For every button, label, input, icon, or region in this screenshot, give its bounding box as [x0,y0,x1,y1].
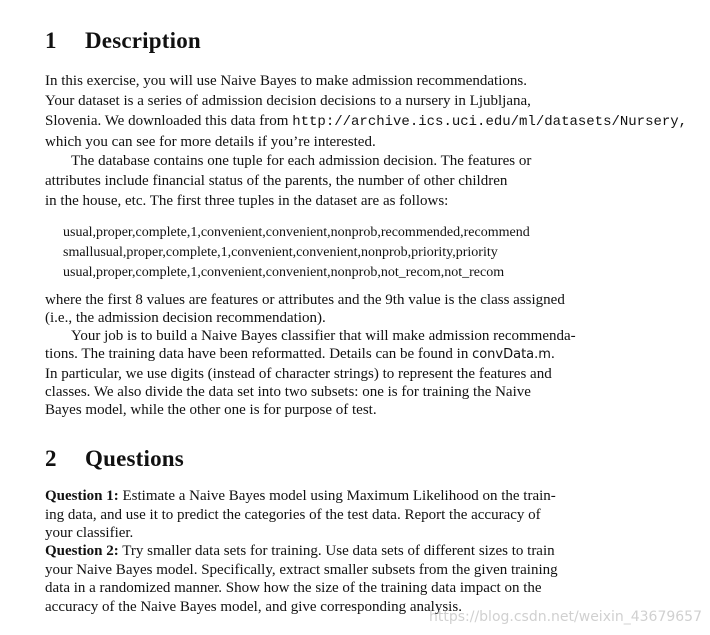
question-label: Question 2: [45,543,119,559]
question-2 [45,542,619,616]
intro-line [45,111,688,132]
job-line: Bayes model, while the other one is for purpose of test. [45,402,377,419]
section-2-title: Questions [85,446,184,471]
question-line: accuracy of the Naive Bayes model, and give corresponding analysis. [45,598,462,615]
job-line: classes. We also divide the data set into two subsets: one is for training the Naive [45,383,531,400]
question-line: Question 1: Estimate a Naive Bayes model using Maximum Likelihood on the train- [45,488,556,504]
question-line: your Naive Bayes model. Specifically, extract smaller subsets from the given training [45,561,558,578]
section-1-number: 1 [45,28,57,53]
watermark: https://blog.csdn.net/weixin_43679657 [428,609,702,625]
intro-line-text: Slovenia. We downloaded this data from [45,113,293,129]
question-1 [45,487,619,543]
job-line: Your job is to build a Naive Bayes classifier that will make admission recommenda- [71,328,576,344]
section-2-heading [45,446,184,472]
tuple-row: smallusual,proper,complete,1,convenient,convenient,nonprob,priority,priority [63,245,498,260]
dataset-url[interactable]: http://archive.ics.uci.edu/ml/datasets/Nursery, [292,114,688,130]
section-1-heading [45,28,201,54]
conv-data-filename: convData.m [472,347,551,363]
intro-paragraph [45,71,688,152]
intro-line: Your dataset is a series of admission decision decisions to a nursery in Ljubljana, [45,93,531,109]
database-line: in the house, etc. The first three tuples in the dataset are as follows: [45,193,449,209]
tuple-row: usual,proper,complete,1,convenient,convenient,nonprob,recommended,recommend [63,225,530,240]
intro-line: In this exercise, you will use Naive Bayes to make admission recommendations. [45,73,527,89]
section-2-number: 2 [45,446,57,471]
tuple-row: usual,proper,complete,1,convenient,convenient,nonprob,not_recom,not_recom [63,265,505,280]
job-paragraph [45,327,619,419]
question-line: data in a randomized manner. Show how the size of the training data impact on the [45,580,542,596]
job-line: In particular, we use digits (instead of character strings) to represent the features and [45,365,552,382]
database-line: attributes include financial status of the parents, the number of other children [45,173,508,189]
question-line: ing data, and use it to predict the categories of the test data. Report the accuracy of [45,506,541,523]
dataset-tuples [63,223,623,283]
where-line: where the first 8 values are features or attributes and the 9th value is the class assigned [45,292,565,308]
where-paragraph [45,291,619,327]
question-line: your classifier. [45,525,134,541]
section-1-title: Description [85,28,201,53]
where-line: (i.e., the admission decision recommendation). [45,310,326,326]
question-line: Question 2: Try smaller data sets for training. Use data sets of different sizes to train [45,543,555,559]
database-line: The database contains one tuple for each admission decision. The features or [71,153,532,169]
database-paragraph [45,151,619,211]
job-line: tions. The training data have been reformatted. Details can be found in convData.m. [45,346,555,363]
question-label: Question 1: [45,488,119,504]
intro-line: which you can see for more details if you’re interested. [45,134,376,150]
